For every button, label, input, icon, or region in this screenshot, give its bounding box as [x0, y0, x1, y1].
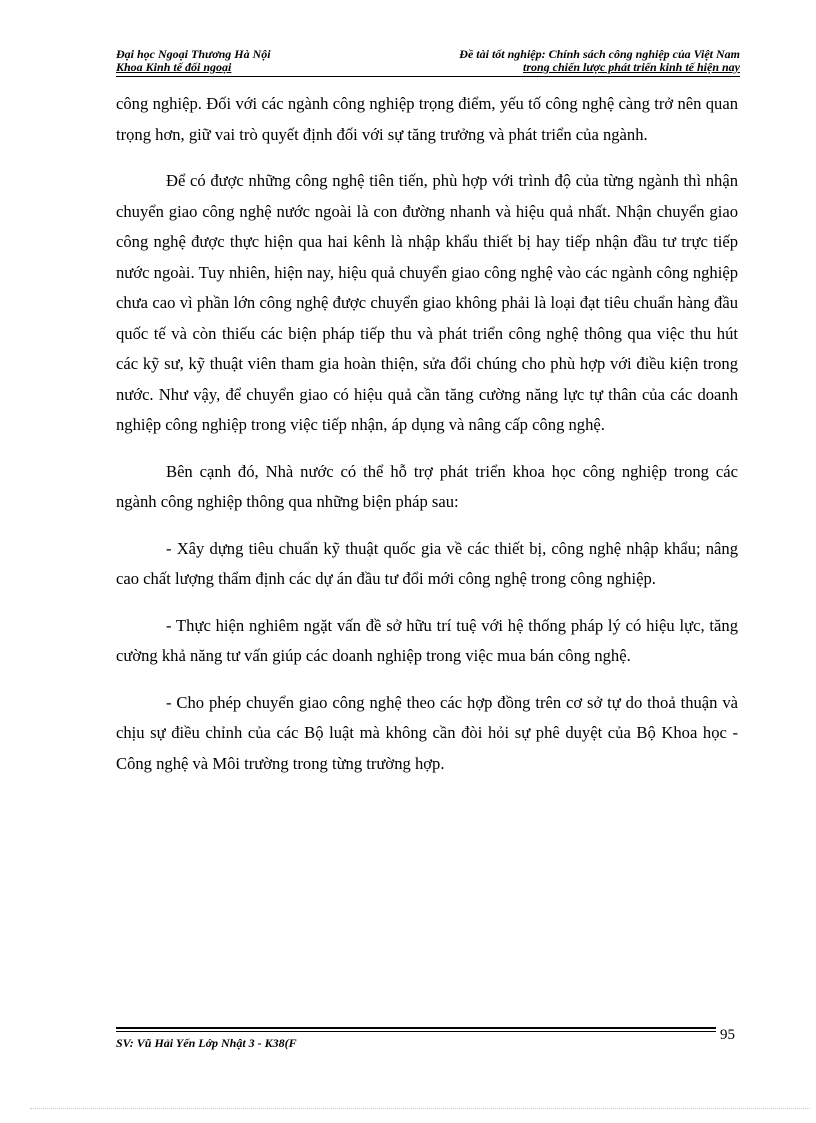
header-faculty: Khoa Kinh tế đối ngoại: [116, 60, 232, 74]
page-header: [116, 48, 740, 78]
page-number: 95: [720, 1027, 735, 1043]
footer-divider-thick: [116, 1027, 716, 1029]
footer-divider-thin: [116, 1031, 716, 1032]
header-left: [116, 48, 271, 74]
header-thesis-title: Đề tài tốt nghiệp: Chính sách công nghiệp của Việt Nam: [459, 47, 740, 61]
header-thesis-subtitle: trong chiến lược phát triển kinh tế hiện nay: [523, 60, 740, 74]
header-divider: [116, 76, 740, 77]
page-bottom-border: [30, 1108, 810, 1109]
bullet-intellectual-property: - Thực hiện nghiêm ngặt vấn đề sở hữu trí tuệ với hệ thống pháp lý có hiệu lực, tăng cường khả năng tư vấn giúp các doanh nghiệp trong việc mua bán công nghệ.: [116, 615, 738, 665]
bullet-transfer-contracts: - Cho phép chuyển giao công nghệ theo các hợp đồng trên cơ sở tự do thoả thuận và chịu sự điều chỉnh của các Bộ luật mà không cần đòi hỏi sự phê duyệt của Bộ Khoa học - Công nghệ và Môi trường trong từng trường hợp.: [116, 692, 738, 773]
header-right: [459, 48, 740, 74]
footer-author: SV: Vũ Hải Yến Lớp Nhật 3 - K38(F: [116, 1036, 297, 1050]
paragraph-continuation: công nghiệp. Đối với các ngành công nghiệp trọng điểm, yếu tố công nghệ càng trở nên quan trọng hơn, giữ vai trò quyết định đối với sự tăng trưởng và phát triển của ngành.: [116, 94, 738, 144]
body-text: [116, 89, 738, 795]
bullet-technical-standards: - Xây dựng tiêu chuẩn kỹ thuật quốc gia về các thiết bị, công nghệ nhập khẩu; nâng cao chất lượng thẩm định các dự án đầu tư đổi mới công nghệ trong công nghiệp.: [116, 538, 738, 588]
paragraph-technology-transfer: Để có được những công nghệ tiên tiến, phù hợp với trình độ của từng ngành thì nhận chuyển giao công nghệ nước ngoài là con đường nhanh và hiệu quả nhất. Nhận chuyển giao công nghệ được thực hiện qua hai kênh là nhập khẩu thiết bị hay tiếp nhận đầu tư trực tiếp nước ngoài. Tuy nhiên, hiện nay, hiệu quả chuyển giao công nghệ vào các ngành công nghiệp chưa cao vì phần lớn công nghệ được chuyển giao không phải là loại đạt tiêu chuẩn hàng đầu quốc tế và còn thiếu các biện pháp tiếp thu và phát triển công nghệ thông qua việc thu hút các kỹ sư, kỹ thuật viên tham gia hoàn thiện, sửa đổi chúng cho phù hợp với điều kiện trong nước. Như vậy, để chuyển giao có hiệu quả cần tăng cường năng lực tự thân của các doanh nghiệp công nghiệp trong việc tiếp nhận, áp dụng và nâng cấp công nghệ.: [116, 171, 738, 434]
paragraph-state-support: Bên cạnh đó, Nhà nước có thể hỗ trợ phát triển khoa học công nghiệp trong các ngành công nghiệp thông qua những biện pháp sau:: [116, 461, 738, 511]
header-university: Đại học Ngoại Thương Hà Nội: [116, 47, 271, 61]
